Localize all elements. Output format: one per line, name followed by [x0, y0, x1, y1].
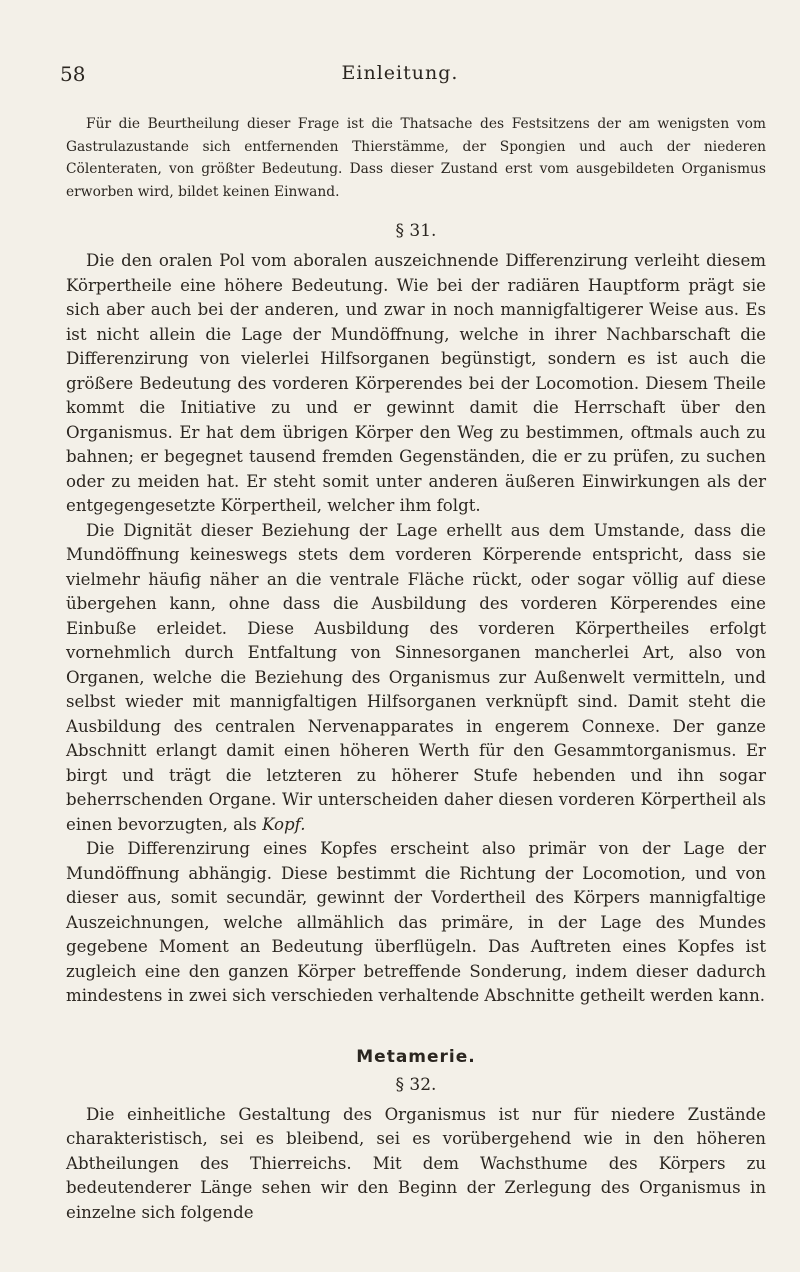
page-body: [66, 113, 766, 1225]
page-number: 58: [60, 62, 86, 86]
section-31-paragraph-2: [66, 519, 766, 838]
section-32-mark: § 32.: [395, 1074, 437, 1095]
section-31-mark: § 31.: [395, 221, 437, 241]
section-32-paragraph: Die einheitliche Gestaltung des Organismus ist nur für niedere Zustände charakteristisch, sei es bleibend, sei es vorübergehend wie in den höheren Abtheilungen des Thierreichs. Mit dem Wachsthume des Körpers zu bedeutenderer Länge sehen wir den Beginn der Zerlegung des Organismus in einzelne sich folgende: [66, 1104, 766, 1222]
running-title: Einleitung.: [341, 62, 459, 84]
intro-paragraph: Für die Beurtheilung dieser Frage ist die Thatsache des Festsitzens der am wenigsten vom Gastrulazustande sich entfernenden Thierstämme, der Spongien und auch der niederen Cölenteraten, von größter Bedeutung. Dass dieser Zustand erst vom ausgebildeten Organismus erworben wird, bildet keinen Einwand.: [66, 116, 766, 200]
section-31-paragraph-3: Die Differenzirung eines Kopfes erscheint also primär von der Lage der Mundöffnung abhängig. Diese bestimmt die Richtung der Locomotion, und von dieser aus, somit secundär, gewinnt der Vordertheil des Körpers mannigfaltige Auszeichnungen, welche allmählich das primäre, in der Lage des Mundes gegebene Moment an Bedeutung überflügeln. Das Auftreten eines Kopfes ist zugleich eine den ganzen Körper betreffende Sonderung, indem dieser dadurch mindestens in zwei sich verschieden verhaltende Abschnitte getheilt werden kann.: [66, 839, 766, 1005]
section-31-paragraph-2-text: Die Dignität dieser Beziehung der Lage erhellt aus dem Umstande, dass die Mundöffnung keineswegs stets dem vorderen Körperende entspricht, dass sie vielmehr häufig näher an die ventrale Fläche rückt, oder sogar völlig auf diese übergehen kann, ohne dass die Ausbildung des vorderen Körperendes eine Einbuße erleidet. Diese Ausbildung des vorderen Körpertheiles erfolgt vornehmlich durch Entfaltung von Sinnesorganen mancherlei Art, also von Organen, welche die Beziehung des Organismus zur Außenwelt vermitteln, und selbst wieder mit mannigfaltigen Hilfsorganen verknüpft sind. Damit steht die Ausbildung des centralen Nervenapparates in engerem Connexe. Der ganze Abschnitt erlangt damit einen höheren Werth für den Gesammtorganismus. Er birgt und trägt die letzteren zu höherer Stufe hebenden und ihn sogar beherrschenden Organe. Wir unterscheiden daher diesen vorderen Körpertheil als einen bevorzugten, als: [66, 520, 766, 834]
running-header: [60, 62, 760, 92]
section-32-body: [66, 1103, 766, 1226]
kopf-term: Kopf.: [262, 814, 306, 834]
section-31-paragraph-1: Die den oralen Pol vom aboralen auszeichnende Differenzirung verleiht diesem Körpertheile eine höhere Bedeutung. Wie bei der radiären Hauptform prägt sie sich aber auch bei der anderen, und zwar in noch mannigfaltigerer Weise aus. Es ist nicht allein die Lage der Mundöffnung, welche in ihrer Nachbarschaft die Differenzirung von vielerlei Hilfsorganen begünstigt, sondern es ist auch die größere Bedeutung des vorderen Körperendes bei der Locomotion. Diesem Theile kommt die Initiative zu und er gewinnt damit die Herrschaft über den Organismus. Er hat dem übrigen Körper den Weg zu bestimmen, oftmals auch zu bahnen; er begegnet tausend fremden Gegenständen, die er zu prüfen, zu suchen oder zu meiden hat. Er steht somit unter anderen äußeren Einwirkungen als der entgegengesetzte Körpertheil, welcher ihm folgt.: [66, 251, 766, 515]
section-31-body: [66, 249, 766, 1009]
intro-block: [66, 113, 766, 203]
metamerie-heading: Metamerie.: [356, 1046, 476, 1067]
